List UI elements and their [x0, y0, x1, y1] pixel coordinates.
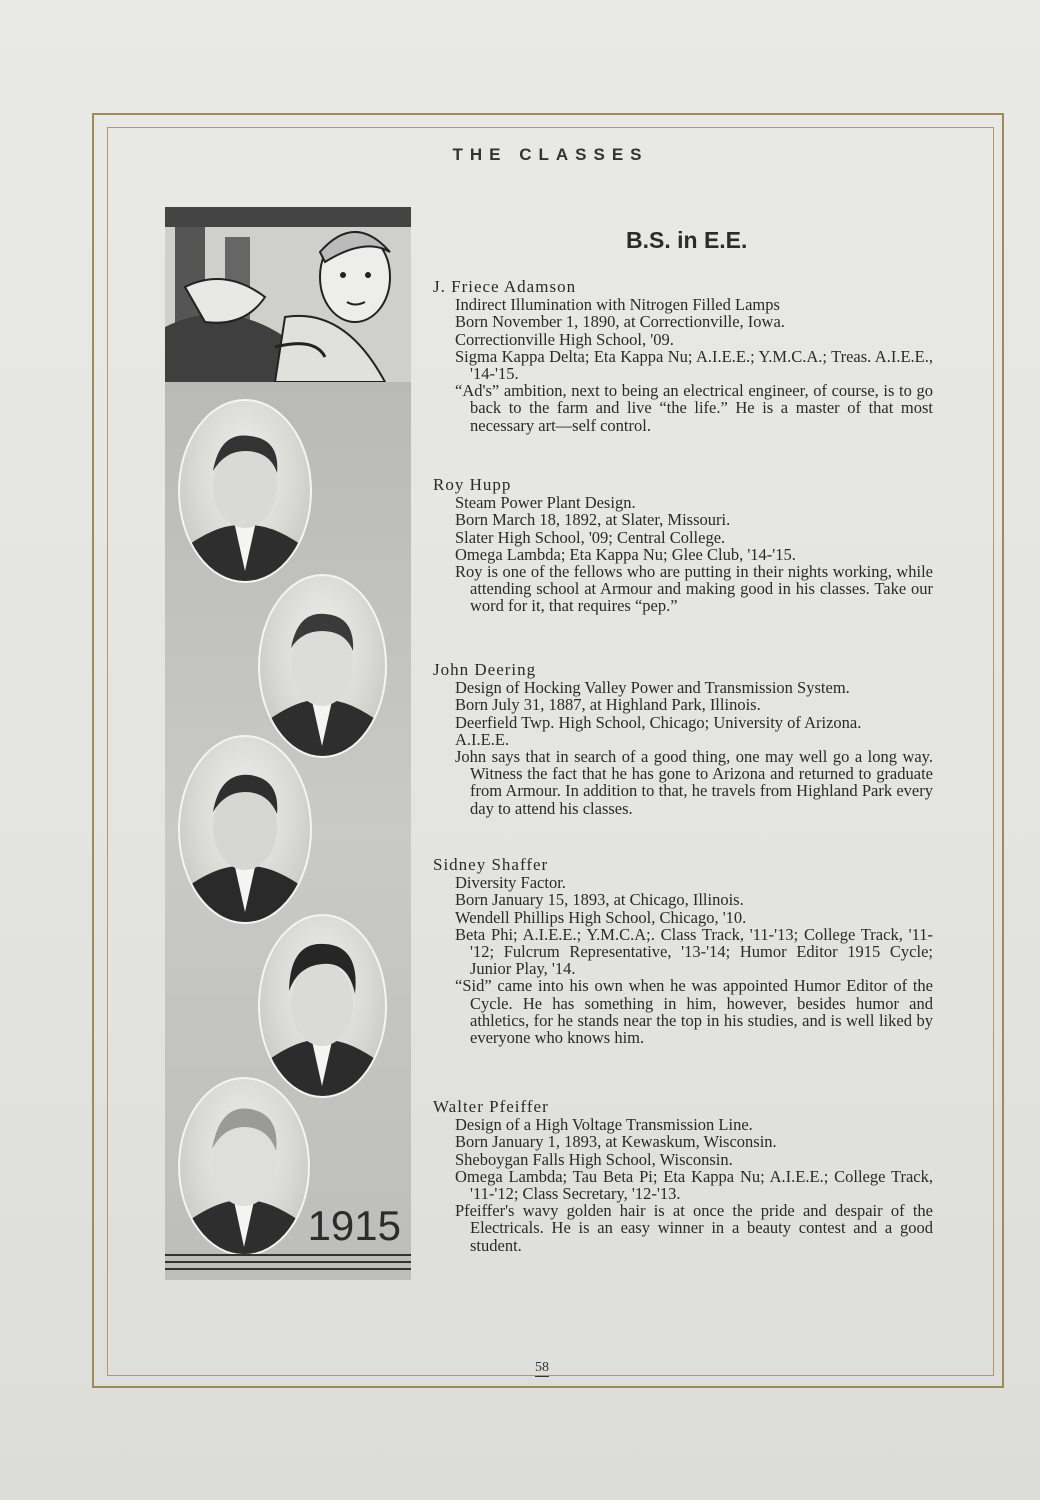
student-name: Roy Hupp	[433, 475, 512, 494]
student-name: John Deering	[433, 660, 537, 679]
portrait-shaffer	[258, 914, 387, 1098]
photo-strip	[165, 207, 411, 1280]
thesis-title: Steam Power Plant Design.	[455, 493, 636, 513]
strip-rules	[165, 1254, 411, 1280]
birth-info: Born January 1, 1893, at Kewaskum, Wisconsin.	[455, 1132, 777, 1152]
activities: A.I.E.E.	[455, 729, 510, 749]
biography: John says that in search of a good thing, one may well go a long way. Witness the fact that he has gone to Arizona and returned to graduate from Armour. In addition to that, he travels from Highland Park every day to attend his classes.	[455, 747, 933, 818]
birth-info: Born March 18, 1892, at Slater, Missouri.	[455, 510, 731, 530]
page-header: THE CLASSES	[452, 145, 649, 164]
portrait-pfeiffer	[178, 1077, 310, 1256]
thesis-title: Design of Hocking Valley Power and Transmission System.	[455, 678, 850, 698]
thesis-title: Diversity Factor.	[455, 873, 566, 893]
activities: Beta Phi; A.I.E.E.; Y.M.C.A;. Class Track, '11-'13; College Track, '11-'12; Fulcrum Representative, '13-'14; Humor Editor 1915 Cycle; Junior Play, '14.	[455, 924, 933, 979]
student-entry	[433, 476, 933, 615]
student-name: Sidney Shaffer	[433, 855, 549, 874]
degree-heading: B.S. in E.E.	[626, 227, 748, 253]
activities: Sigma Kappa Delta; Eta Kappa Nu; A.I.E.E.; Y.M.C.A.; Treas. A.I.E.E., '14-'15.	[455, 346, 933, 384]
student-entry	[433, 661, 933, 817]
thesis-title: Indirect Illumination with Nitrogen Filled Lamps	[455, 295, 780, 315]
activities: Omega Lambda; Tau Beta Pi; Eta Kappa Nu; A.I.E.E.; College Track, '11-'12; Class Secretary, '12-'13.	[455, 1166, 933, 1204]
student-name: Walter Pfeiffer	[433, 1097, 549, 1116]
portrait-hupp	[258, 574, 387, 758]
education: Wendell Phillips High School, Chicago, '10.	[455, 907, 747, 927]
student-entry	[433, 278, 933, 434]
biography: Roy is one of the fellows who are putting in their nights working, while attending school at Armour and making good in his classes. Take our word for it, that requires “pep.”	[455, 562, 933, 616]
thesis-title: Design of a High Voltage Transmission Line.	[455, 1115, 753, 1135]
education: Deerfield Twp. High School, Chicago; University of Arizona.	[455, 712, 862, 732]
portrait-deering	[178, 735, 312, 924]
biography: “Sid” came into his own when he was appointed Humor Editor of the Cycle. He has something in him, however, besides humor and athletics, for he stands near the top in his studies, and is well liked by everyone who knows him.	[455, 976, 933, 1048]
birth-info: Born January 15, 1893, at Chicago, Illinois.	[455, 890, 744, 910]
biography: “Ad's” ambition, next to being an electrical engineer, of course, is to go back to the farm and live “the life.” He is a master of that most necessary art—self control.	[455, 381, 933, 435]
student-name: J. Friece Adamson	[433, 277, 577, 296]
page-number: 58	[535, 1360, 549, 1375]
birth-info: Born July 31, 1887, at Highland Park, Illinois.	[455, 695, 761, 715]
birth-info: Born November 1, 1890, at Correctionville, Iowa.	[455, 312, 785, 332]
student-entry	[433, 856, 933, 1046]
activities: Omega Lambda; Eta Kappa Nu; Glee Club, '14-'15.	[455, 544, 796, 564]
education: Correctionville High School, '09.	[455, 329, 674, 349]
year-label: 1915	[307, 1202, 401, 1249]
education: Slater High School, '09; Central College.	[455, 527, 726, 547]
education: Sheboygan Falls High School, Wisconsin.	[455, 1149, 733, 1169]
biography: Pfeiffer's wavy golden hair is at once the pride and despair of the Electricals. He is an easy winner in a beauty contest and a good student.	[455, 1201, 933, 1255]
student-entry	[433, 1098, 933, 1254]
cartoon-illustration	[165, 207, 411, 384]
portrait-adamson	[178, 399, 312, 583]
